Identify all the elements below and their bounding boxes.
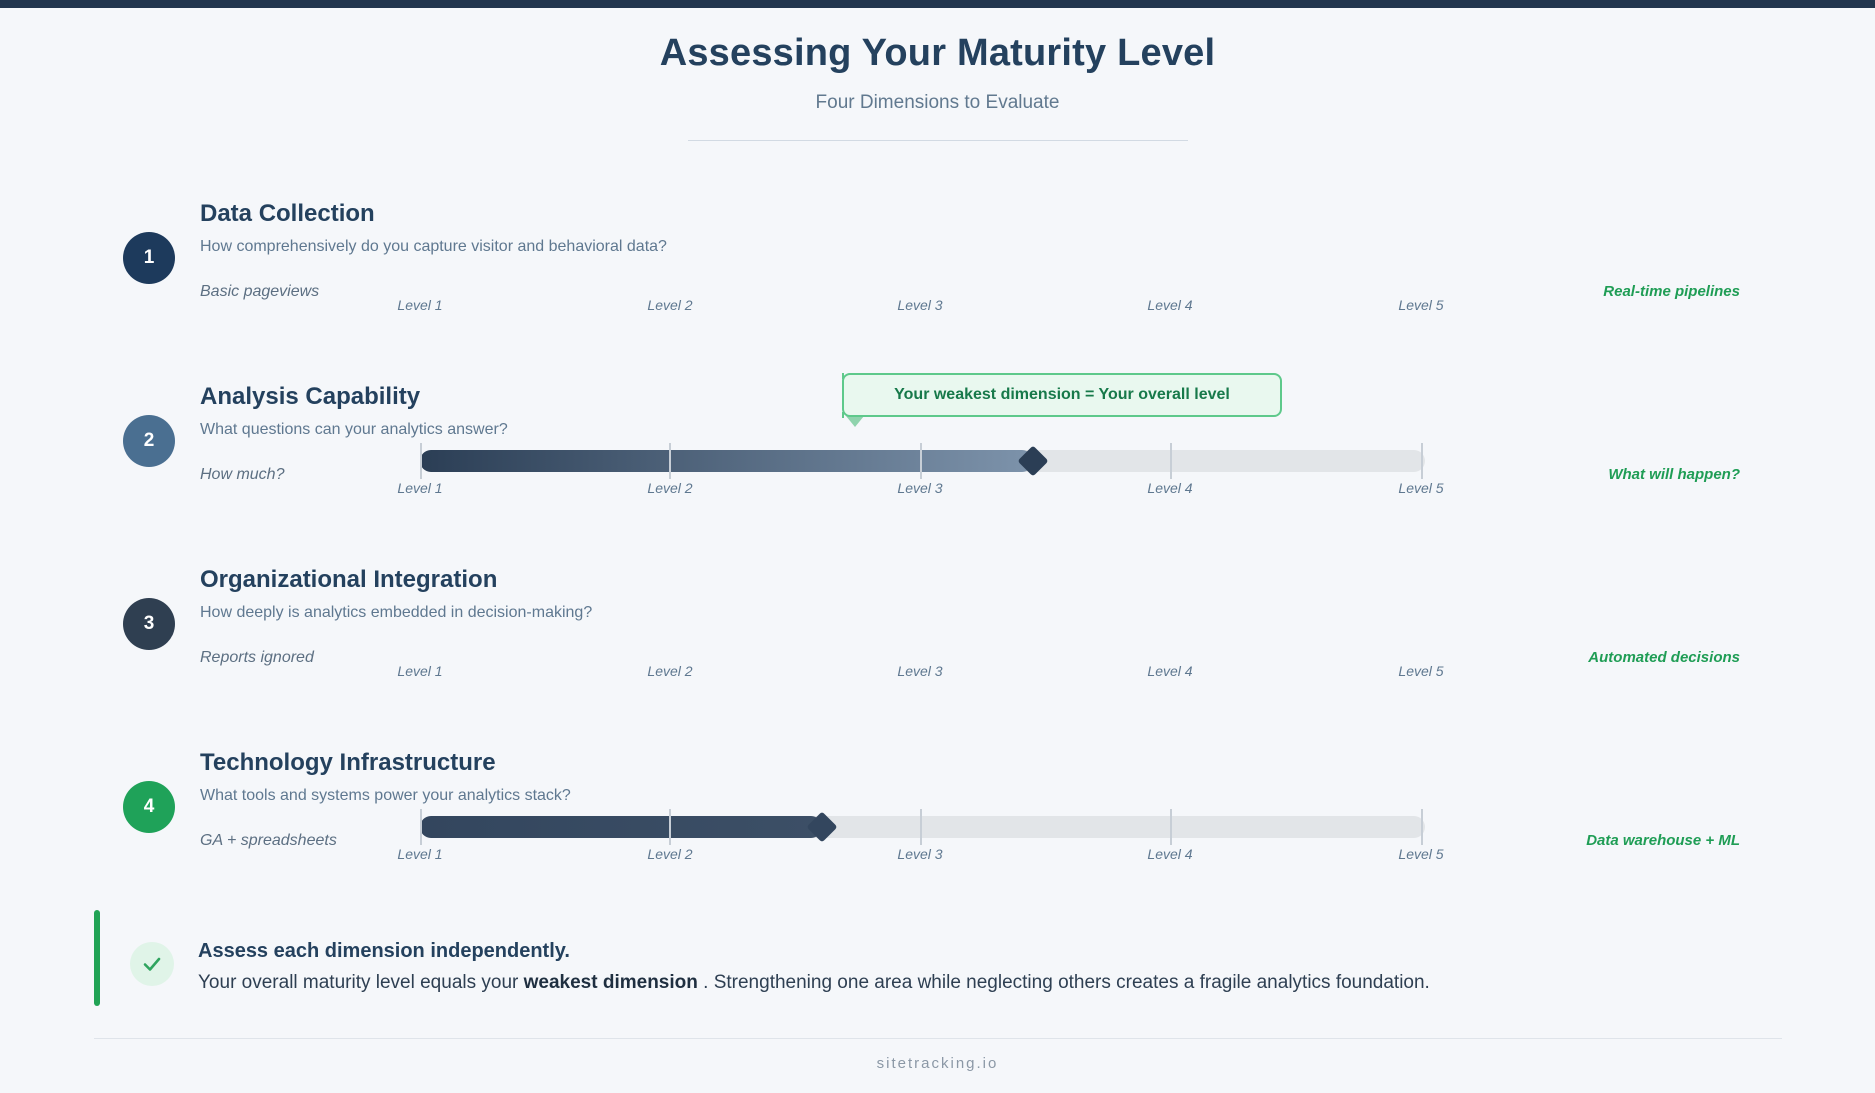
scale-tick [1170,443,1172,479]
dimension-low-label: How much? [200,466,285,483]
maturity-track[interactable] [420,816,1425,838]
check-icon [130,942,174,986]
tick-label: Level 1 [397,297,443,313]
tick-label: Level 5 [1398,297,1444,313]
dimension-number-badge: 3 [123,598,175,650]
scale-tick [1170,809,1172,845]
tick-label: Level 4 [1147,297,1193,313]
dimension-title: Data Collection [200,200,375,227]
tick-label: Level 4 [1147,846,1193,862]
tick-label: Level 2 [647,480,693,496]
top-accent-bar [0,0,1875,8]
dimension-low-label: Reports ignored [200,649,314,666]
dimension-low-label: Basic pageviews [200,283,320,300]
tick-label: Level 1 [397,846,443,862]
scale-tick [1421,809,1423,845]
scale-tick [920,443,922,479]
scale-tick [920,809,922,845]
title-divider [688,140,1188,141]
dimension-number-badge: 2 [123,415,175,467]
dimension-question: How deeply is analytics embedded in decision-making? [200,604,593,621]
dimension-question: How comprehensively do you capture visitor and behavioral data? [200,238,667,255]
dimension-title: Organizational Integration [200,566,498,593]
tick-label: Level 5 [1398,480,1444,496]
dimension-title: Analysis Capability [200,383,421,410]
page-title: Assessing Your Maturity Level [659,32,1216,74]
maturity-fill [420,816,822,838]
note-body [198,972,1430,994]
tick-label: Level 2 [647,297,693,313]
tick-label: Level 1 [397,663,443,679]
dimension-low-label: GA + spreadsheets [200,832,337,849]
scale-tick [669,443,671,479]
tick-label: Level 3 [897,480,943,496]
tick-label: Level 1 [397,480,443,496]
tick-label: Level 3 [897,663,943,679]
tick-label: Level 5 [1398,846,1444,862]
dimension-high-label: Data warehouse + ML [1586,832,1740,849]
note-body-emphasis: weakest dimension [523,972,698,993]
page-subtitle: Four Dimensions to Evaluate [815,92,1060,113]
scale-tick [1421,443,1423,479]
scale-tick [669,809,671,845]
tick-label: Level 3 [897,846,943,862]
callout-arrow-icon [846,416,864,427]
footer-brand: sitetracking.io [876,1055,999,1072]
tick-label: Level 4 [1147,663,1193,679]
scale-tick [420,809,422,845]
dimension-question: What tools and systems power your analytics stack? [200,787,571,804]
tick-label: Level 4 [1147,480,1193,496]
note-body-before: Your overall maturity level equals your [198,972,524,993]
dimension-high-label: Automated decisions [1588,649,1740,666]
weakest-dimension-callout: Your weakest dimension = Your overall level [842,373,1282,417]
dimension-number-badge: 4 [123,781,175,833]
scale-tick [420,443,422,479]
dimension-title: Technology Infrastructure [200,749,496,776]
maturity-track[interactable] [420,450,1425,472]
dimension-high-label: What will happen? [1608,466,1740,483]
dimension-number-badge: 1 [123,232,175,284]
dimension-question: What questions can your analytics answer? [200,421,508,438]
note-accent-bar [94,910,100,1006]
footer-divider [94,1038,1782,1039]
tick-label: Level 5 [1398,663,1444,679]
tick-label: Level 2 [647,846,693,862]
note-body-after: . Strengthening one area while neglecting others creates a fragile analytics foundation. [697,972,1430,993]
dimension-high-label: Real-time pipelines [1603,283,1740,300]
tick-label: Level 3 [897,297,943,313]
note-heading: Assess each dimension independently. [198,940,570,962]
tick-label: Level 2 [647,663,693,679]
maturity-fill [420,450,1033,472]
